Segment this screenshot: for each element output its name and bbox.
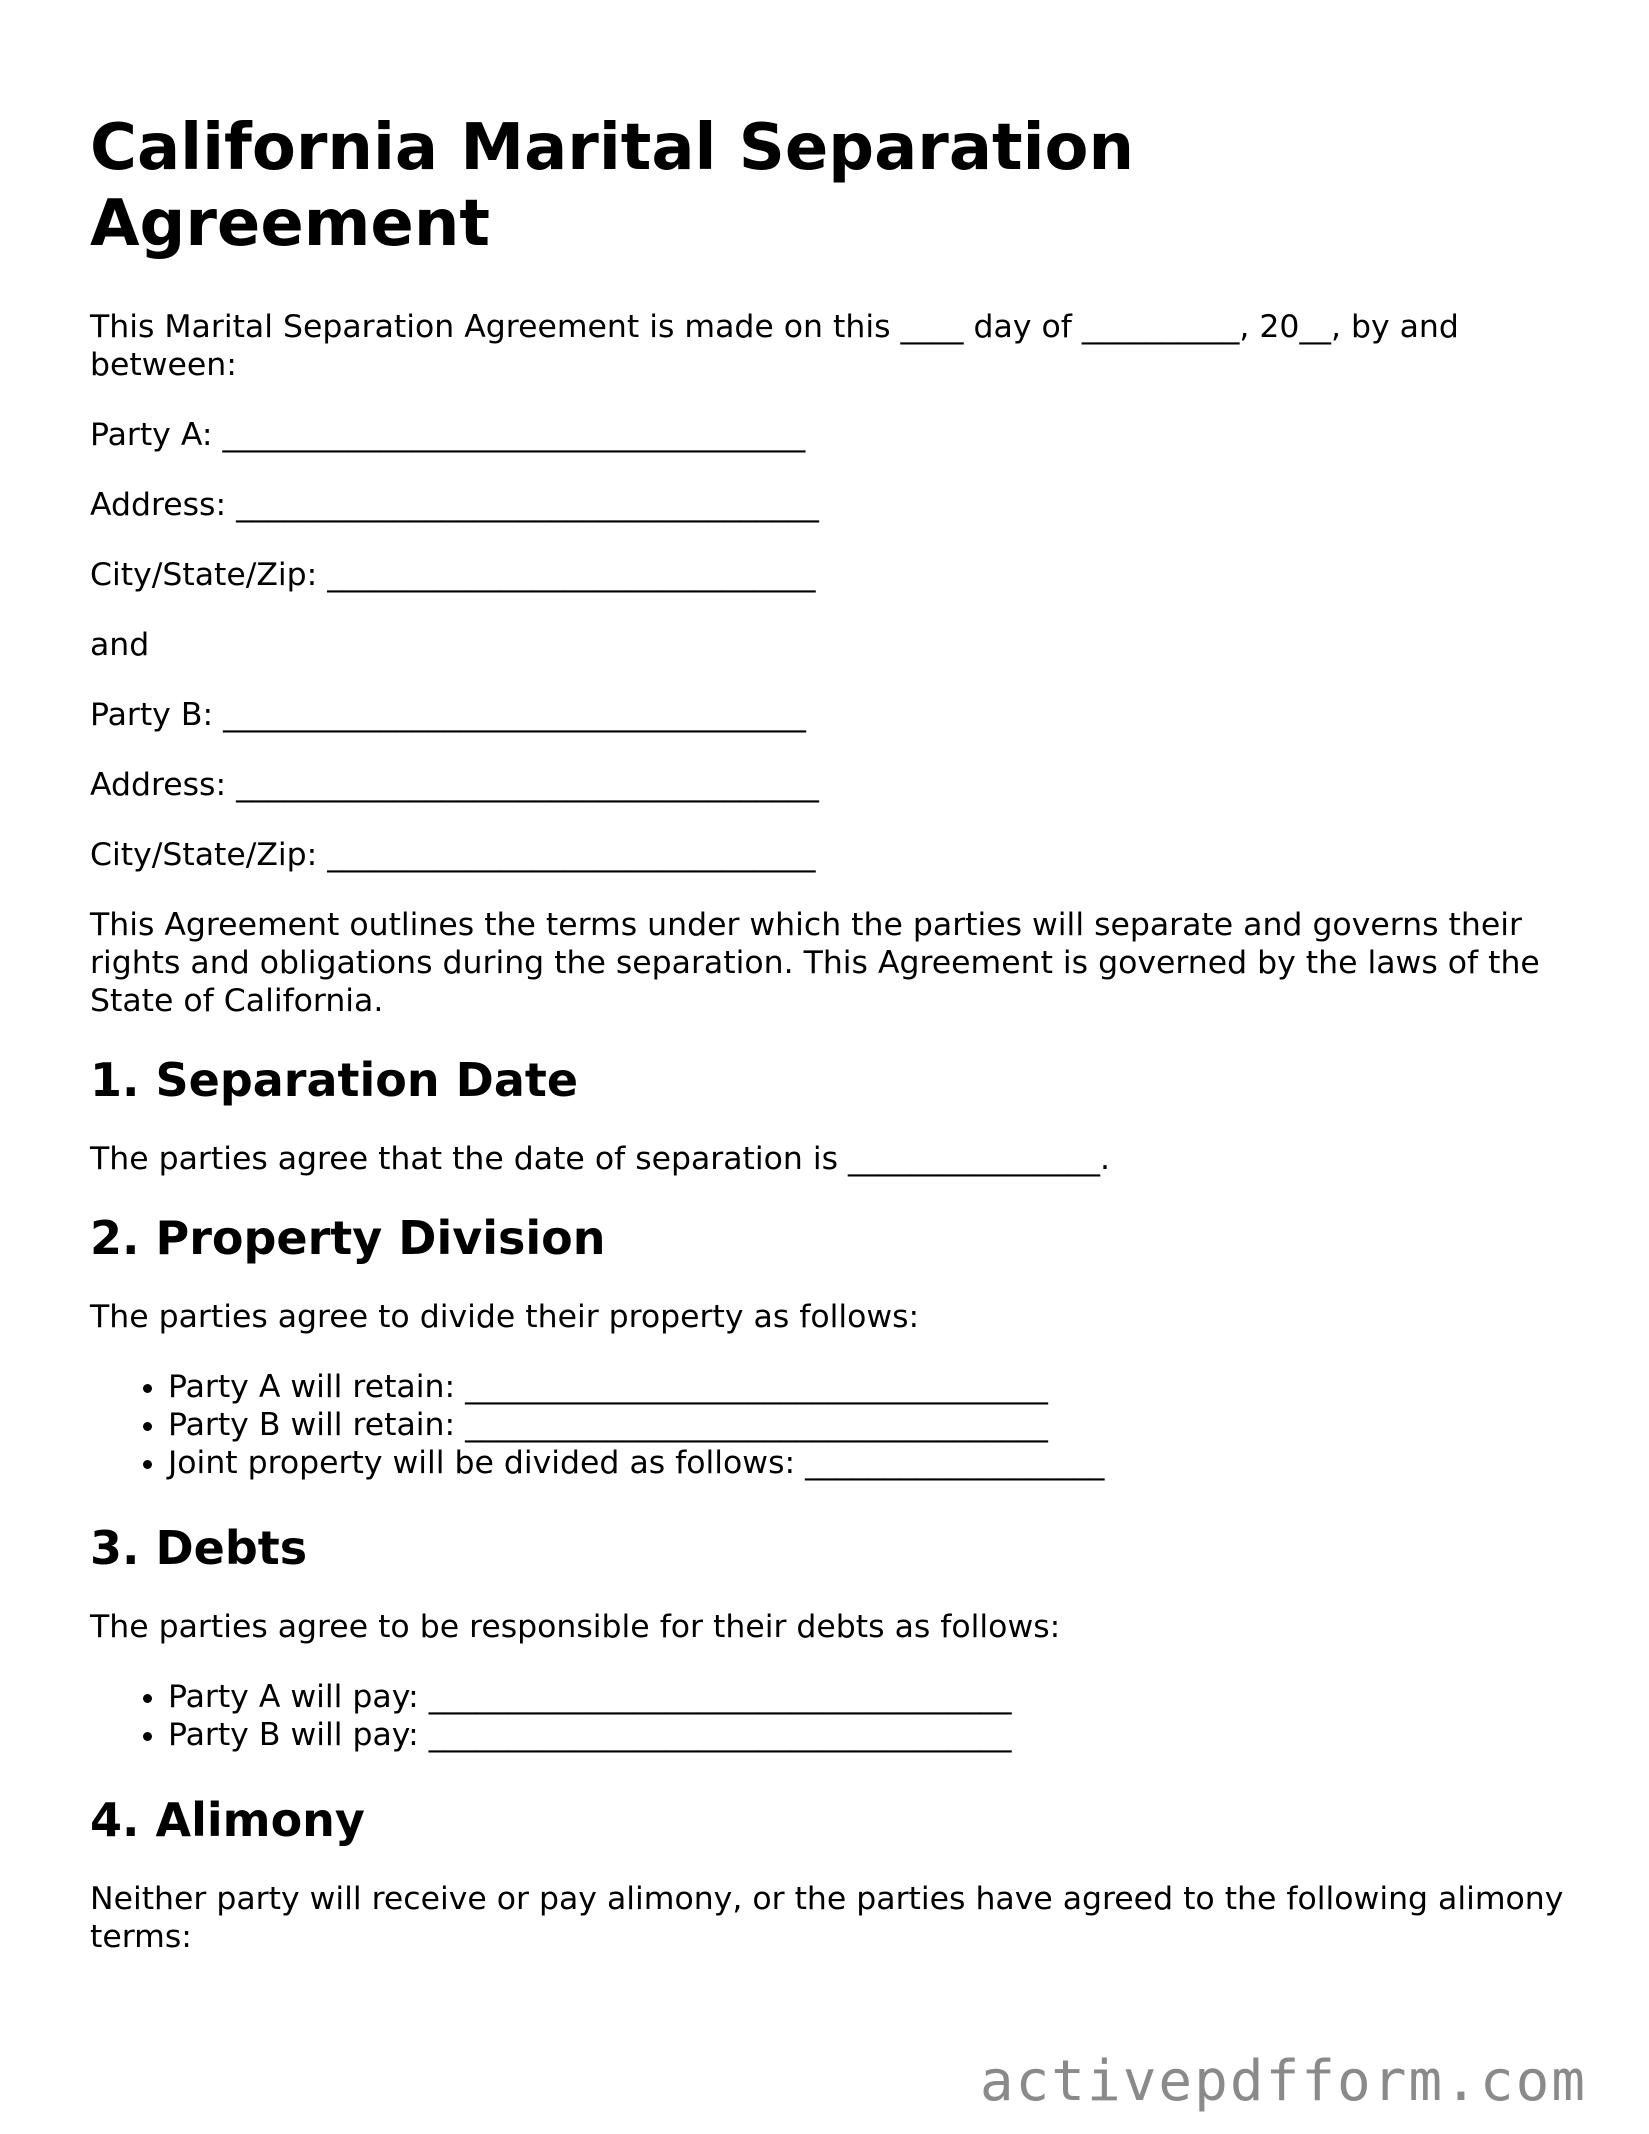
party-b-name-field[interactable]: Party B: _____________________________________ xyxy=(90,697,806,733)
party-a-address-field[interactable]: Address: _____________________________________ xyxy=(90,487,819,523)
property-division-text: The parties agree to divide their property as follows: xyxy=(90,1299,920,1335)
list-item[interactable]: • Party B will pay: _____________________________________ xyxy=(168,1716,1570,1754)
alimony-heading: 4. Alimony xyxy=(90,1793,365,1847)
party-b-address-field[interactable]: Address: _____________________________________ xyxy=(90,767,819,803)
list-item[interactable]: • Joint property will be divided as follows: ___________________ xyxy=(168,1444,1570,1482)
property-division-heading: 2. Property Division xyxy=(90,1211,606,1265)
and-text: and xyxy=(90,627,150,663)
alimony-text: Neither party will receive or pay alimony, or the parties have agreed to the following alimony terms: xyxy=(90,1881,1564,1955)
outline-paragraph: This Agreement outlines the terms under which the parties will separate and governs their rights and obligations during the separation. This Agreement is governed by the laws of the State of California. xyxy=(90,907,1540,1019)
party-a-city-field[interactable]: City/State/Zip: _______________________________ xyxy=(90,557,816,593)
debts-heading: 3. Debts xyxy=(90,1521,308,1575)
document-page xyxy=(90,110,1570,1988)
watermark-text: activepdfform.com xyxy=(979,2049,1587,2114)
property-division-list xyxy=(90,1368,1570,1482)
document-title: California Marital Separation Agreement xyxy=(90,111,1135,261)
debts-list xyxy=(90,1678,1570,1754)
debts-text: The parties agree to be responsible for their debts as follows: xyxy=(90,1609,1061,1645)
separation-date-heading: 1. Separation Date xyxy=(90,1053,579,1107)
intro-paragraph: This Marital Separation Agreement is made on this ____ day of __________, 20__, by and between: xyxy=(90,309,1459,383)
list-item[interactable]: • Party A will retain: _____________________________________ xyxy=(168,1368,1570,1406)
party-a-name-field[interactable]: Party A: _____________________________________ xyxy=(90,417,806,453)
list-item[interactable]: • Party A will pay: _____________________________________ xyxy=(168,1678,1570,1716)
party-b-city-field[interactable]: City/State/Zip: _______________________________ xyxy=(90,837,816,873)
separation-date-text[interactable]: The parties agree that the date of separation is ________________. xyxy=(90,1141,1111,1177)
list-item[interactable]: • Party B will retain: _____________________________________ xyxy=(168,1406,1570,1444)
